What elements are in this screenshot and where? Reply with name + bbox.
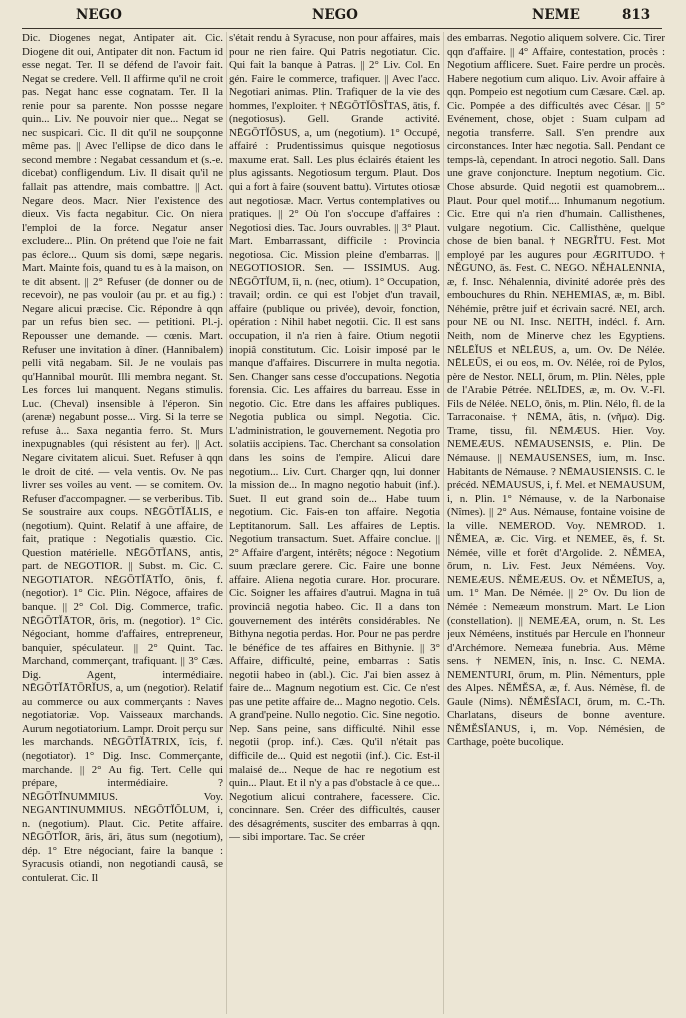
page-header <box>0 7 686 27</box>
column-divider <box>443 32 444 1014</box>
column-3 <box>447 32 665 1014</box>
column-2-text: s'était rendu à Syracuse, non pour affaires, mais pour ne rien faire. Qui Patris negotiatur. Cic. Qui fait la banque à Patras. || 2° Liv. Col. En gén. Faire le commerce, trafiquer. || Avec l'acc. Negotiari animas. Plin. Trafiquer de la vie des hommes, l'exploiter. † NĒGŌTĬŌSĬTAS, ātis, f. (negotiosus). Gell. Grande activité. NĒGŌTĬŌSUS, a, um (negotium). 1° Occupé, affairé : Prudentissimus quisque negotiosus maxume erat. Sall. Les plus éclairés étaient les plus agissants. Negotiosum tergum. Plaut. Dos qui a fort à faire (souvent battu). Virtutes otiosæ aut negotiosæ. Macr. Vertus contemplatives ou pratiques. || 2° Où l'on s'occupe d'affaires : Negotiosi dies. Tac. Jours ouvrables. || 3° Plaut. Mart. Embarrassant, difficile : Provincia negotiosa. Cic. Mission pleine d'embarras. || NEGOTIOSIOR. Sen. — ISSIMUS. Aug. NĒGŌTĬUM, ĭi, n. (nec, otium). 1° Occupation, travail; ordin. ce qui est l'objet d'un travail, affaire (publique ou privée), devoir, fonction, opération : Nihil habet negotii. Cic. Il est sans occupation, il n'a rien à faire. Otium negotii inopiâ constitutum. Cic. Loisir imposé par le manque d'affaires. Discurrere in multa negotia. Sen. Changer sans cesse d'occupations. Negotia forensia. Cic. Les affaires du barreau. Esse in negotio. Cic. Etre dans les affaires publiques. Negotia publica ou simpl. Negotia. Cic. L'administration, le gouvernement. Negotia pro solatiis accipiens. Tac. Cherchant sa consolation dans les soins de l'empire. Alicui dare negotium... Liv. Curt. Charger qqn, lui donner la mission de... In magno negotio habuit (inf.). Suet. Il eut grand soin de... Habe tuum negotium. Cic. Fais-en ton affaire. Negotia Leptitanorum. Sall. Les affaires de Leptis. Negotium transactum. Suet. Affaire conclue. || 2° Affaire d'argent, intérêts; négoce : Negotium suum præclare gerere. Cic. Faire une bonne affaire. Aliena negotia curare. Hor. procurare. Cic. Soigner les affaires d'autrui. Magna in tuâ provinciâ negotia habeo. Cic. Il a dans ton gouvernement des intérêts considérables. Ne Bithyna negotia perdas. Hor. Pour ne pas perdre le bénéfice de tes affaires en Bithynie. || 3° Affaire, difficulté, peine, embarras : Satis negotii habeo in (abl.). Cic. J'ai bien assez à faire de... Magnum negotium est. Cic. Ce n'est pas une petite affaire de... Magno negotio. Cels. A grand'peine. Nullo negotio. Cic. Sine negotio. Nep. Sans peine, sans difficulté. Nihil esse negotii (prop. inf.). Cæs. Qu'il n'était pas difficile de... Quid est negotii (inf.). Cic. Est-il malaisé de... Neque de hac re negotium est quin... Plaut. Et il n'y a pas d'obstacle à ce que... Negotium alicui contrahere, facessere. Cic. concinnare. Sen. Créer des difficultés, causer des désagréments, susciter des embarras à qqn. — sibi importare. Tac. Se créer <box>229 32 440 844</box>
column-3-text: des embarras. Negotio aliquem solvere. Cic. Tirer qqn d'affaire. || 4° Affaire, contestation, procès : Negotium afflicere. Suet. Faire perdre un procès. Habere negotium cum aliquo. Liv. Avoir affaire à qqn. Pompeio est negotium cum Cæsare. Cæl. ap. Cic. Pompée a des difficultés avec César. || 5° Evénement, chose, objet : Suam culpam ad negotia transferre. Sall. S'en prendre aux circonstances. Inter hæc negotia. Sall. Pendant ce temps-là, cependant. In atroci negotio. Sall. Dans une grave conjoncture. Ineptum negotium. Cic. Chose absurde. Quid negotii est quamobrem... Plaut. Pour quel motif.... Inhumanum negotium. Cic. Etre qui n'a rien d'humain. Callisthenes, vulgare negotium. Cic. Callisthène, quelque chose de bien banal. † NEGRĬTU. Fest. Mot employé par les augures pour ÆGRITUDO. † NĔGUNO, ās. Fest. C. NEGO. NĔHALENNIA, æ, f. Insc. Néhalennia, divinité adorée près des embouchures du Rhin. NEHEMIAS, æ, m. Bibl. Néhémie, prêtre juif et écrivain sacré. NEI, arch. pour NE ou NI. Insc. NEITH, indécl. f. Arn. Neith, nom de Minerve chez les Egyptiens. NĒLĒĬUS et NĒLĒUS, a, um. Ov. De Nélée. NĒLEŪS, ei ou eos, m. Ov. Nélée, roi de Pylos, père de Nestor. NELI, ōrum, m. Plin. Nèles, pple de l'Arabie Pétrée. NĒLĪDES, æ, m. Ov. V.-Fl. Fils de Nélée. NELO, ōnis, m. Plin. Nélo, fl. de la Tarraconaise. † NĒMA, ătis, n. (νῆμα). Dig. Trame, tissu, fil. NĒMÆUS. Hier. Voy. NEMEÆUS. NĒMAUSENSIS, e. Plin. De Némause. || NEMAUSENSES, ium, m. Insc. Habitants de Némause. ? NĒMAUSIENSIS. C. le précéd. NĒMAUSUS, i, f. Mel. et NEMAUSUM, i, n. Plin. 1° Némause, v. de la Narbonaise (Nîmes). || 2° Aus. Némause, fontaine voisine de la ville. NEMEROD. Voy. NEMROD. 1. NĔMEA, æ. Cic. Virg. et NEMEE, ēs, f. St. Némée, ville et forêt d'Argolide. 2. NĔMEA, ōrum, n. Liv. Fest. Jeux Néméens. Voy. NEMEÆUS. NĔMEÆUS. Ov. et NĔMEĪUS, a, um. 1° Man. De Némée. || 2° Ov. Du lion de Némée : Nemeæum monstrum. Mart. Le Lion (constellation). || NEMEÆA, orum, n. St. Les jeux Néméens, institués par Hercule en l'honneur d'Archémore. Nemeæa funebria. Aus. Même sens. † NEMEN, ĭnis, n. Insc. C. NEMA. NEMENTURI, ōrum, m. Plin. Némenturs, pple des Alpes. NĔMĔSA, æ, f. Aus. Némèse, fl. de Gaule (Nims). NĔMĔSĬACI, ōrum, m. C.-Th. Charlatans, diseurs de bonne aventure. NĔMĔSĬANUS, i, m. Vop. Némésien, de Carthage, poète bucolique. <box>447 32 665 749</box>
page-number: 813 <box>622 7 651 23</box>
column-2 <box>229 32 440 1014</box>
header-right-guide-word: NEME <box>532 7 580 23</box>
header-center-guide-word: NEGO <box>312 7 358 23</box>
header-left-guide-word: NEGO <box>76 7 122 23</box>
header-rule <box>22 28 662 29</box>
column-1-text: Dic. Diogenes negat, Antipater ait. Cic. Diogene dit oui, Antipater dit non. Factum id esse negat. Ter. Il se défend de l'avoir fait. Negat se credere. Vell. Il affirme qu'il ne croit pas. Negat hanc esse cognatam. Ter. Il la renie pour sa parente. Non possse negare quin... Liv. Ne pouvoir nier que... Negat se nec suspicari. Cic. Il dit qu'il ne soupçonne même pas. || Avec l'ellipse de dico dans le second membre : Negabat cessandum et (s.-e. dicebat) confligendum. Liv. Il disait qu'il ne fallait pas attendre, mais combattre. || Act. Negare deos. Macr. Nier l'existence des dieux. Vis facta negabitur. Cic. On niera l'emploi de la force. Negatur anser excludere... Plin. On prétend que l'oie ne fait pas éclore... Quum sis domi, sæpe negaris. Mart. Mainte fois, quand tu es à la maison, on te dit absent. || 2° Refuser (de donner ou de recevoir), ne pas vouloir (au pr. et au fig.) : Negare alicui præcise. Cic. Répondre à qqn par un refus bien sec. — petitioni. Pl.-j. Repousser une demande. — cœnis. Mart. Refuser une invitation à dîner. (Hannibalem) pelli vitâ negabam. Sil. Je ne voulais pas qu'Hannibal mourût. Illi membra negant. St. Les forces lui manquent. Negans stimulis. Luc. (Cheval) insensible à l'éperon. Sin (arenæ) negabunt posse... Virg. Si la terre se refuse à... Saxa negantia ferro. St. Murs inexpugnables (qui résistent au fer). || Act. Negare civitatem alicui. Suet. Refuser à qqn le droit de cité. — vela ventis. Ov. Ne pas livrer ses voiles au vent. — se comitem. Ov. Refuser d'accompagner. — se verberibus. Tib. Se soustraire aux coups. NĒGŌTĬĀLIS, e (negotium). Quint. Relatif à une affaire, de fait, pratique : Negotialis quæstio. Cic. Question matérielle. NĒGŌTĬANS, antis, part. de NEGOTIOR. || Subst. m. Cic. C. NEGOTIATOR. NĒGŌTĬĀTĬO, ōnis, f. (negotior). 1° Cic. Plin. Négoce, affaires de banque. || 2° Col. Dig. Commerce, trafic. NĒGŌTĬĀTOR, ōris, m. (negotior). 1° Cic. Négociant, homme d'affaires, entrepreneur, banquier, spéculateur. || 2° Quint. Tac. Marchand, commerçant, trafiquant. || 3° Cæs. Dig. Agent, intermédiaire. NĒGŌTĬĀTŌRĬUS, a, um (negotior). Relatif au commerce ou aux commerçants : Naves negotiatoriæ. Vop. Vaisseaux marchands. Aurum negotiatorium. Lampr. Droit perçu sur les marchands. NĒGŌTĬĀTRIX, īcis, f. (negotiator). 1° Dig. Insc. Commerçante, marchande. || 2° Au fig. Tert. Celle qui prépare, intermédiaire. ? NĒGŌTĬNUMMIUS. Voy. NEGANTINUMMIUS. NĒGŌTĬŎLUM, i, n. (negotium). Plaut. Cic. Petite affaire. NĒGŌTĬOR, āris, āri, ātus sum (negotium), dép. 1° Etre négociant, faire la banque : Syracusis otiandi, non negotiandi causâ, se contulerat. Cic. Il <box>22 32 223 884</box>
column-1 <box>22 32 223 1014</box>
column-divider <box>226 32 227 1014</box>
